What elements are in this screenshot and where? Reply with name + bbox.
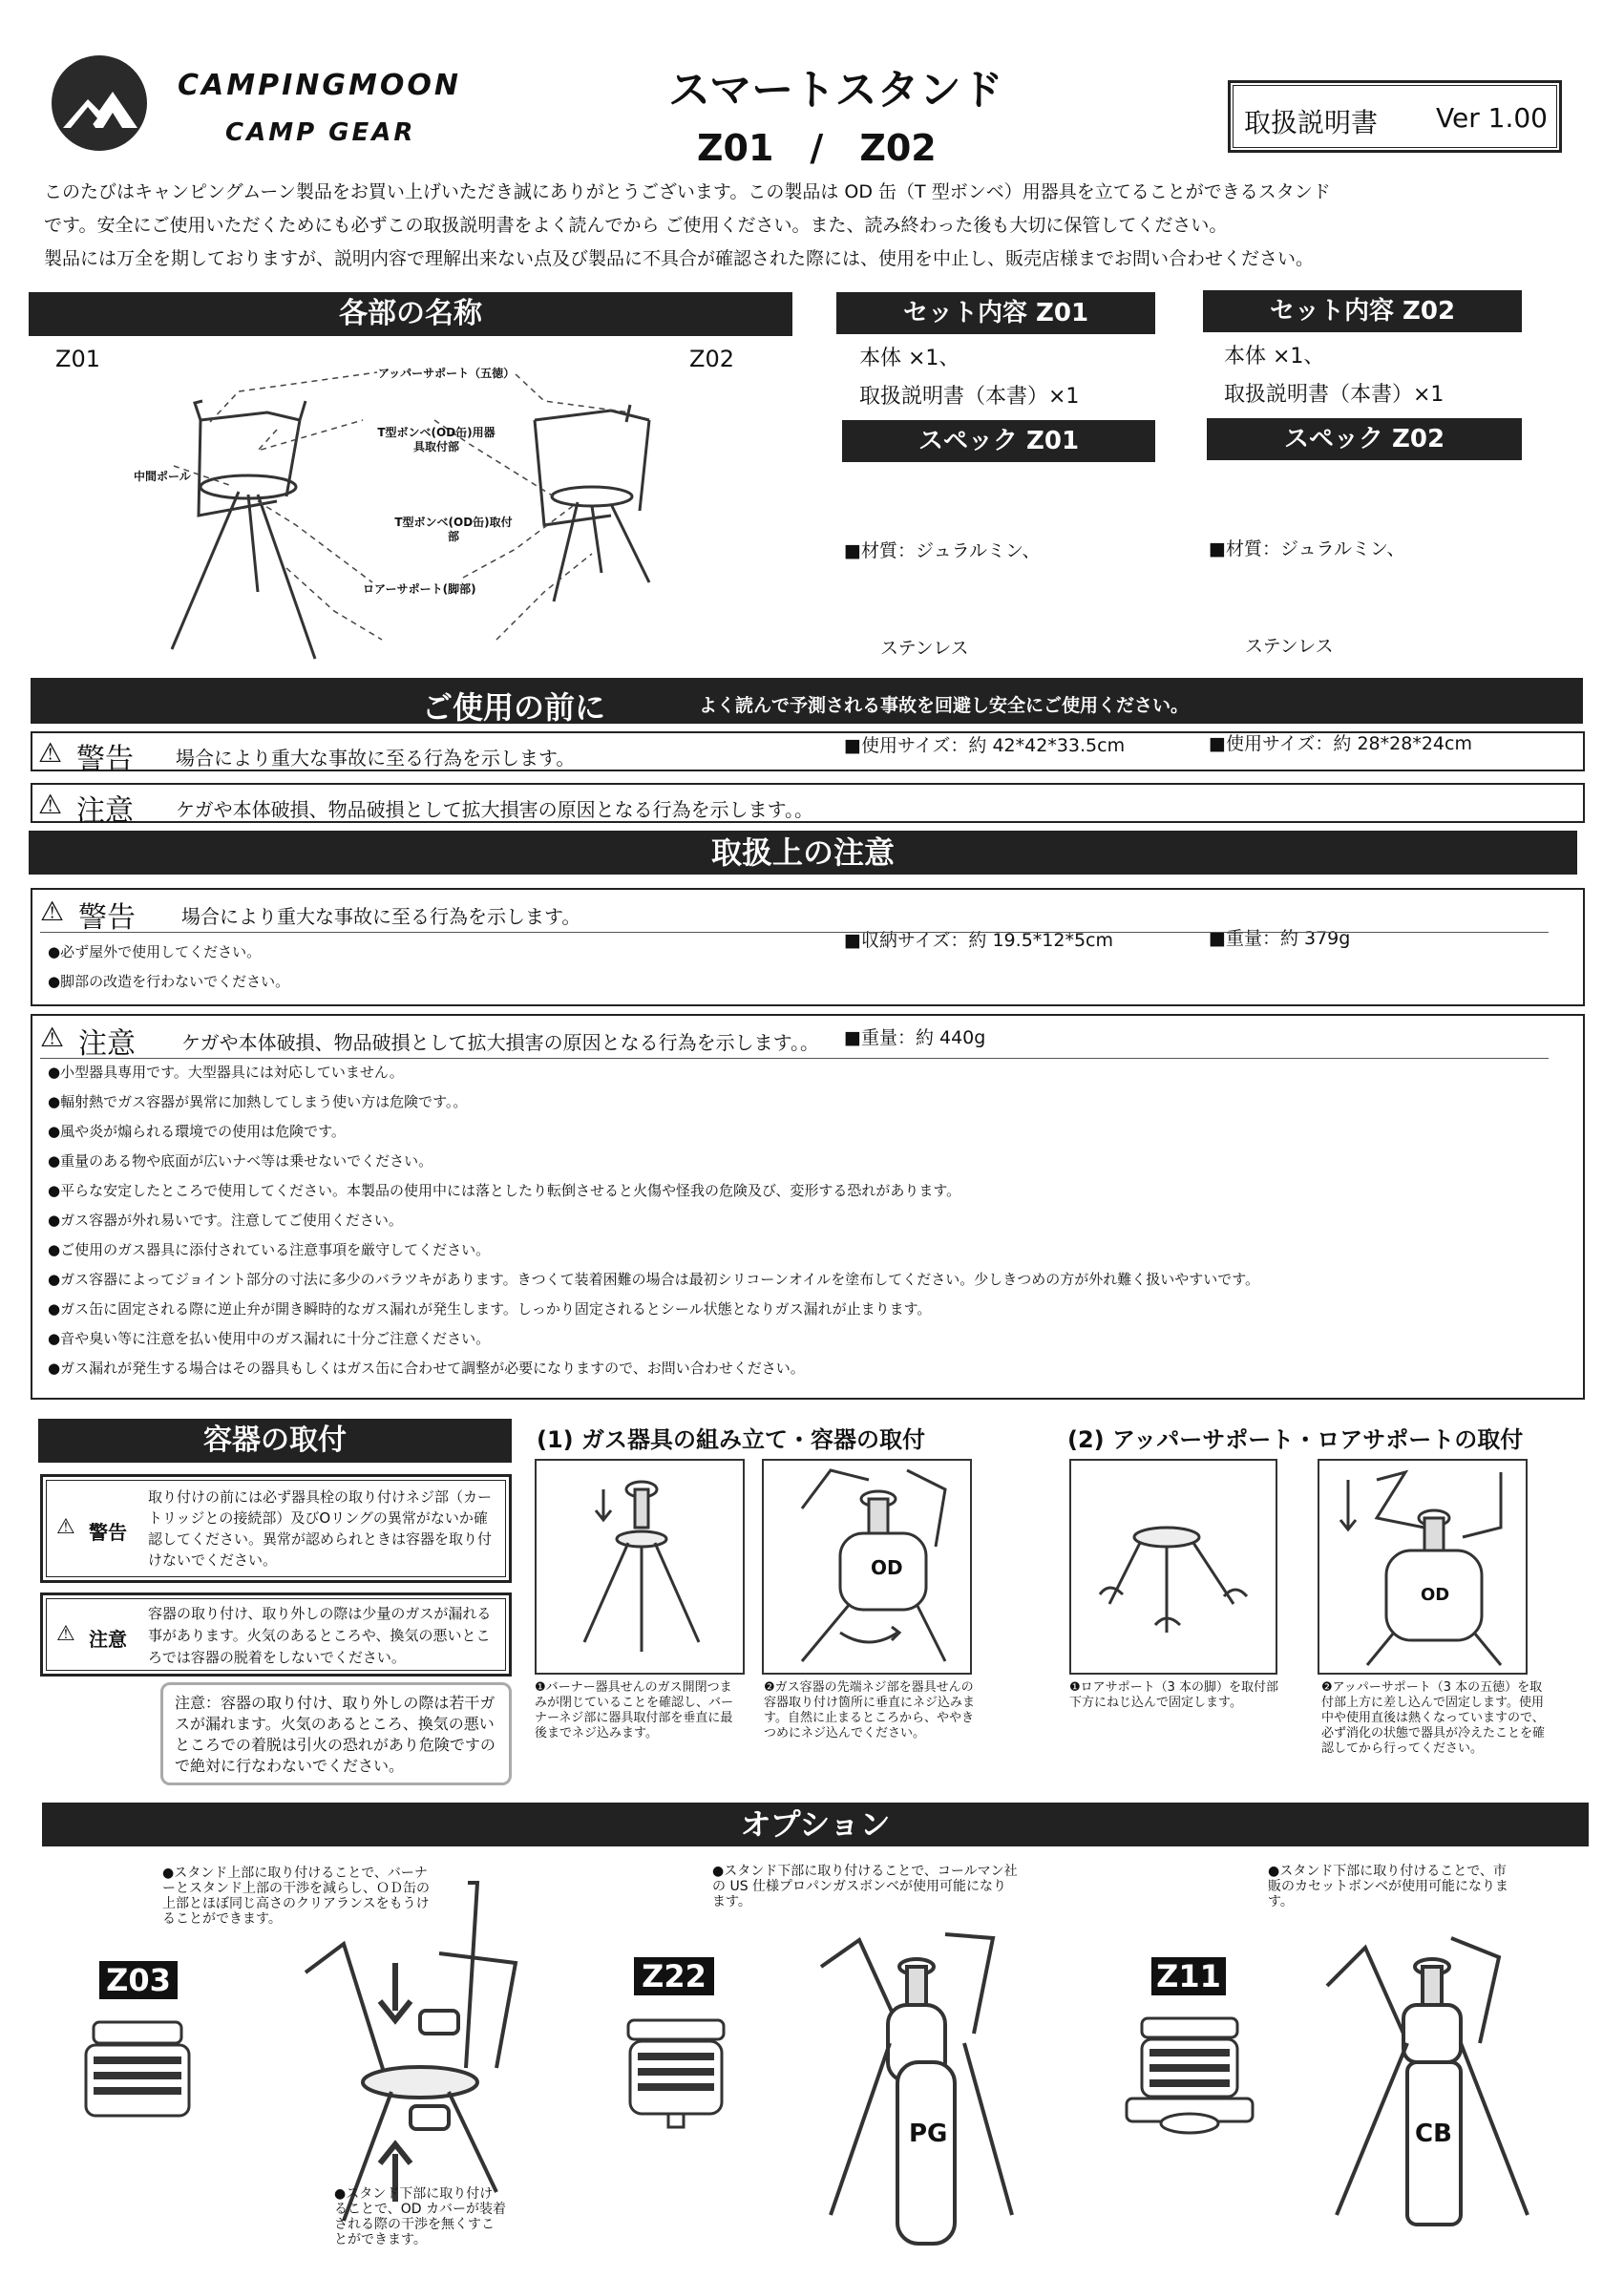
z03-tag: Z03 <box>99 1961 178 1999</box>
warning-word: 警告 <box>76 743 134 776</box>
mount-warning-text: 取り付けの前には必ず器具栓の取り付けネジ部（カートリッジとの接続部）及びOリングの異常がないか確認してください。異常が認められときは容器を取り付けないでください。 <box>148 1488 493 1569</box>
z03-text: ●スタンド上部に取り付けることで、バーナーとスタンド上部の干渉を減らし、ＯＤ缶の上部とほぼ同じ高さのクリアランスをもうけることができます。 <box>162 1866 430 1927</box>
set-z02-heading: セット内容 Z02 <box>1203 290 1522 332</box>
spec-item: ■重量：約 379g <box>1209 928 1351 949</box>
handling-warning-box <box>31 888 1585 1006</box>
warning-triangle-icon: ⚠ <box>40 896 65 927</box>
caution-item: ●小型器具専用です。大型器具には対応していません。 <box>48 1064 404 1081</box>
mount-caution-box <box>40 1592 512 1677</box>
caution-item: ●ガス容器によってジョイント部分の寸法に多少のバラツキがあります。きつくて装着困難の場合は最初シリコーンオイルを塗布してください。少しきつめの方が外れ難く扱いやすいです。 <box>48 1271 1260 1288</box>
step1-caption-a: ❶バーナー器具せんのガス開閉つまみが閉じていることを確認し、バーナーネジ部に器具取付部を垂直に最後までネジ込みます。 <box>535 1680 734 1740</box>
warning-triangle-icon: ⚠ <box>56 1515 75 1539</box>
warning-legend-text: 場合により重大な事故に至る行為を示します。 <box>176 747 576 770</box>
brand-logo <box>50 53 149 153</box>
mountain-logo-icon <box>50 53 149 153</box>
z22-tag: Z22 <box>634 1957 714 1995</box>
caution-item: ●ご使用のガス器具に添付されている注意事項を厳守してください。 <box>48 1241 491 1258</box>
cb-can-label: CB <box>1415 2120 1452 2148</box>
spec-item: ■収納サイズ：約 19.5*12*5cm <box>844 930 1113 951</box>
z11-adapter-image <box>1123 2014 1256 2139</box>
spec-item: ■重量：約 440g <box>844 1027 986 1048</box>
label-middle-pole: 中間ポール <box>134 470 191 483</box>
z11-tag: Z11 <box>1151 1957 1226 1995</box>
caution-item: ●重量のある物や底面が広いナベ等は乗せないでください。 <box>48 1152 433 1170</box>
intro-text <box>44 176 1591 276</box>
step1-heading: (1) ガス器具の組み立て・容器の取付 <box>537 1426 925 1453</box>
handling-caution-list <box>48 1058 1259 1383</box>
caution-word: 注意 <box>89 1628 127 1651</box>
brand-name: CAMPINGMOON <box>178 69 461 102</box>
warning-word: 警告 <box>89 1521 127 1544</box>
mount-heading: 容器の取付 <box>38 1419 512 1463</box>
spec-item: ステンレス <box>844 638 969 659</box>
pg-can-label: PG <box>909 2120 948 2148</box>
z11-stand-image <box>1308 1929 1547 2244</box>
step1-caption-b: ❷ガス容器の先端ネジ部を器具せんの容器取り付け箇所に垂直にネジ込みます。自然に止まるところから、ややきつめにネジ込んでください。 <box>764 1680 976 1740</box>
step2-figure-b <box>1318 1459 1528 1675</box>
mount-note-text: 注意：容器の取り付け、取り外しの際は若干ガスが漏れます。火気のあるところ、換気の悪いところでの着脱は引火の恐れがあり危険ですので絶対に行なわないでください。 <box>175 1694 496 1775</box>
caution-item: ●平らな安定したところで使用してください。本製品の使用中には落としたり転倒させると火傷や怪我の危険及び、変形する恐れがあります。 <box>48 1182 961 1199</box>
warning-item: ●脚部の改造を行わないでください。 <box>48 973 290 990</box>
warning-word: 警告 <box>78 901 136 935</box>
page-title: スマートスタンド <box>668 66 1003 115</box>
handling-caution-box <box>31 1014 1585 1400</box>
handling-heading: 取扱上の注意 <box>29 831 1577 875</box>
z11-text: ●スタンド下部に取り付けることで、市販のカセットボンベが使用可能になります。 <box>1268 1864 1508 1909</box>
caution-triangle-icon: ⚠ <box>56 1622 75 1646</box>
label-lower-support: ロアーサポート(脚部) <box>363 582 476 596</box>
set-z01-list <box>859 340 1079 416</box>
step1-figure-b <box>762 1459 972 1675</box>
label-upper-support: アッパーサポート（五徳） <box>378 367 516 380</box>
set-z01-heading: セット内容 Z01 <box>836 292 1155 334</box>
spec-item: ■使用サイズ：約 42*42*33.5cm <box>844 735 1126 756</box>
manual-label: 取扱説明書 <box>1244 107 1379 138</box>
caution-triangle-icon: ⚠ <box>38 789 63 820</box>
z22-text: ●スタンド下部に取り付けることで、コールマン社の US 仕様プロパンガスボンベが使用可能になります。 <box>712 1864 1018 1909</box>
od-can-label: OD <box>871 1556 903 1579</box>
version-label: Ver 1.00 <box>1436 102 1548 134</box>
step1-figure-a <box>535 1459 745 1675</box>
brand-sub: CAMP GEAR <box>225 118 416 147</box>
warning-legend-text: 場合により重大な事故に至る行為を示します。 <box>181 905 581 928</box>
warning-triangle-icon: ⚠ <box>38 737 63 769</box>
caution-word: 注意 <box>76 794 134 828</box>
before-use-heading: ご使用の前に <box>422 689 606 726</box>
caution-item: ●風や炎が煽られる環境での使用は危険です。 <box>48 1123 346 1140</box>
before-use-bar <box>31 678 1583 724</box>
set-item: 取扱説明書（本書）×1 <box>859 385 1080 409</box>
intro-line: 製品には万全を期しておりますが、説明内容で理解出来ない点及び製品に不具合が確認された際には、使用を中止し、販売店様までお問い合わせください。 <box>44 248 1315 269</box>
mount-note <box>160 1682 512 1785</box>
set-item: 本体 ×1、 <box>1224 345 1325 369</box>
z01-label: Z01 <box>55 346 100 372</box>
label-t-mount-text: T型ボンベ(OD缶)用器具取付部 <box>377 426 496 453</box>
caution-word: 注意 <box>78 1027 136 1061</box>
mount-warning-box <box>40 1474 512 1583</box>
handling-warning-header <box>40 894 1549 933</box>
caution-legend-text: ケガや本体破損、物品破損として拡大損害の原因となる行為を示します。。 <box>176 798 813 821</box>
label-t-attach <box>391 516 516 544</box>
caution-item: ●音や臭い等に注意を払い使用中のガス漏れに十分ご注意ください。 <box>48 1330 491 1347</box>
mount-caution-text: 容器の取り付け、取り外しの際は少量のガスが漏れる事があります。火気のあるところや、換気の悪いところでは容器の脱着をしないでください。 <box>148 1605 492 1666</box>
intro-line: このたびはキャンピングムーン製品をお買い上げいただき誠にありがとうございます。この製品は OD 缶（T 型ボンベ）用器具を立てることができるスタンド <box>44 181 1331 202</box>
spec-item: ステンレス <box>1209 636 1334 657</box>
label-t-mount <box>374 426 498 454</box>
set-item: 本体 ×1、 <box>859 347 960 370</box>
set-z02-list <box>1224 338 1444 414</box>
od-can-label: OD <box>1421 1585 1450 1605</box>
z03-adapter-image <box>80 2018 195 2123</box>
spec-item: ■材質：ジュラルミン、 <box>1209 538 1405 559</box>
caution-item: ●輻射熱でガス容器が異常に加熱してしまう使い方は危険です。。 <box>48 1093 468 1110</box>
spec-item: ■材質：ジュラルミン、 <box>844 540 1041 561</box>
step2-caption-b: ❷アッパーサポート（3 本の五徳）を取付部上方に差し込んで固定します。使用中や使用直後は熱くなっていますので、必ず消化の状態で器具が冷えたことを確認してから行ってください。 <box>1321 1680 1546 1756</box>
caution-triangle-icon: ⚠ <box>40 1022 65 1053</box>
warning-legend <box>31 731 1585 776</box>
z03-stand-image <box>286 1877 535 2240</box>
parts-heading: 各部の名称 <box>29 292 792 336</box>
step2-heading: (2) アッパーサポート・ロアサポートの取付 <box>1067 1426 1524 1453</box>
spec-z01-heading: スペック Z01 <box>842 420 1155 462</box>
z22-stand-image <box>802 1929 1050 2253</box>
step2-caption-a: ❶ロアサポート（3 本の脚）を取付部下方にねじ込んで固定します。 <box>1069 1680 1279 1710</box>
caution-item: ●ガス漏れが発生する場合はその器具もしくはガス缶に合わせて調整が必要になりますので、お問い合わせください。 <box>48 1360 805 1377</box>
model-title: Z01 / Z02 <box>697 127 937 169</box>
caution-item: ●ガス容器が外れ易いです。注意してご使用ください。 <box>48 1212 403 1229</box>
z02-label: Z02 <box>689 346 734 372</box>
handling-caution-header <box>40 1020 1549 1059</box>
intro-line: です。安全にご使用いただくためにも必ずこの取扱説明書をよく読んでから ご使用ください。また、読み終わった後も大切に保管してください。 <box>44 215 1228 236</box>
label-t-attach-text: T型ボンベ(OD缶)取付部 <box>394 516 513 543</box>
step2-figure-a <box>1069 1459 1277 1675</box>
caution-item: ●ガス缶に固定される際に逆止弁が開き瞬時的なガス漏れが発生します。しっかり固定されるとシール状態となりガス漏れが止まります。 <box>48 1300 932 1318</box>
spec-item: ■使用サイズ：約 28*28*24cm <box>1209 733 1472 754</box>
option-heading: オプション <box>42 1803 1589 1846</box>
caution-legend <box>31 783 1585 828</box>
z22-adapter-image <box>622 2016 729 2131</box>
set-item: 取扱説明書（本書）×1 <box>1224 383 1445 407</box>
before-use-sub: よく読んで予測される事故を回避し安全にご使用ください。 <box>699 695 1190 716</box>
handling-warning-list <box>48 938 289 997</box>
spec-z02-heading: スペック Z02 <box>1207 418 1522 460</box>
warning-item: ●必ず屋外で使用してください。 <box>48 943 262 960</box>
caution-legend-text: ケガや本体破損、物品破損として拡大損害の原因となる行為を示します。。 <box>181 1031 819 1054</box>
z03-text2: ●スタンド下部に取り付けることで、OD カバーが装着される際の干渉を無くすことができます。 <box>334 2186 506 2247</box>
version-box <box>1228 80 1562 153</box>
